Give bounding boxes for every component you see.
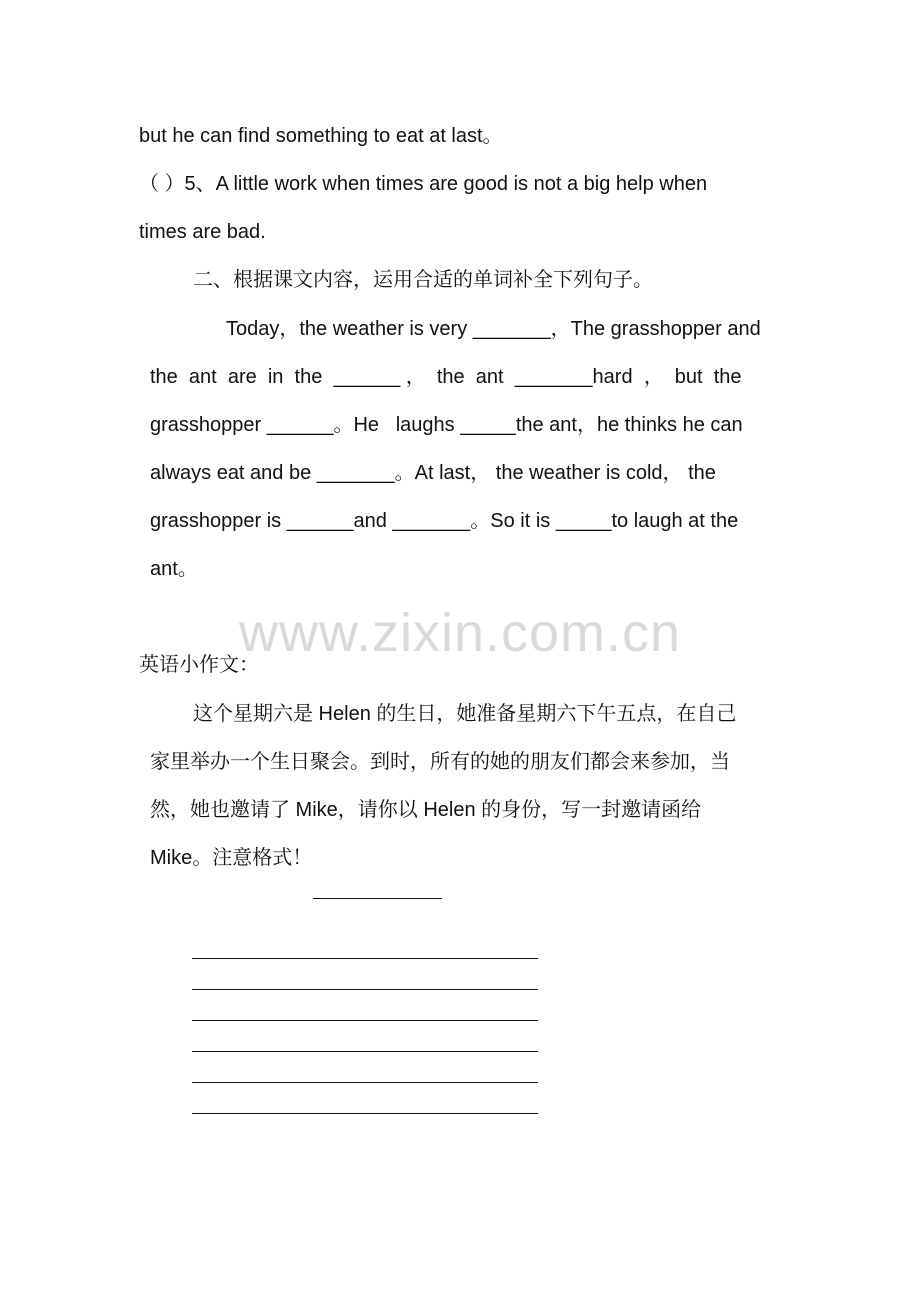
answer-line[interactable] [192,989,538,990]
answer-line[interactable] [192,1082,538,1083]
answer-line[interactable] [192,958,538,959]
passage-line: always eat and be _______。At last， the weather is cold， the [150,462,716,484]
composition-prompt-line: 然，她也邀请了 Mike，请你以 Helen 的身份，写一封邀请函给 [150,799,702,821]
exercise-line: but he can find something to eat at last。 [139,125,503,147]
question-5-line-2: times are bad. [139,221,266,243]
answer-line[interactable] [192,1051,538,1052]
composition-prompt-line: Mike。注意格式！ [150,847,313,869]
passage-line: ant。 [150,558,198,580]
composition-prompt-line: 这个星期六是 Helen 的生日，她准备星期六下午五点，在自己 [193,703,737,725]
passage-line: the ant are in the ______ ， the ant _______hard ， but the [150,366,742,388]
answer-line[interactable] [192,1113,538,1114]
composition-prompt-line: 家里举办一个生日聚会。到时，所有的她的朋友们都会来参加，当 [150,751,730,773]
passage-line: grasshopper is ______and _______。So it is _____to laugh at the [150,510,739,532]
passage-line: grasshopper ______。He laughs _____the ant，he thinks he can [150,414,743,436]
watermark: www.zixin.com.cn [238,603,682,663]
section-two-heading: 二、根据课文内容，运用合适的单词补全下列句子。 [193,269,653,291]
question-5-line-1: （ ）5、A little work when times are good is not a big help when [139,173,708,195]
title-blank-line[interactable] [313,898,442,899]
passage-line: Today，the weather is very _______，The grasshopper and [226,318,761,340]
composition-heading: 英语小作文： [139,654,259,676]
answer-line[interactable] [192,1020,538,1021]
